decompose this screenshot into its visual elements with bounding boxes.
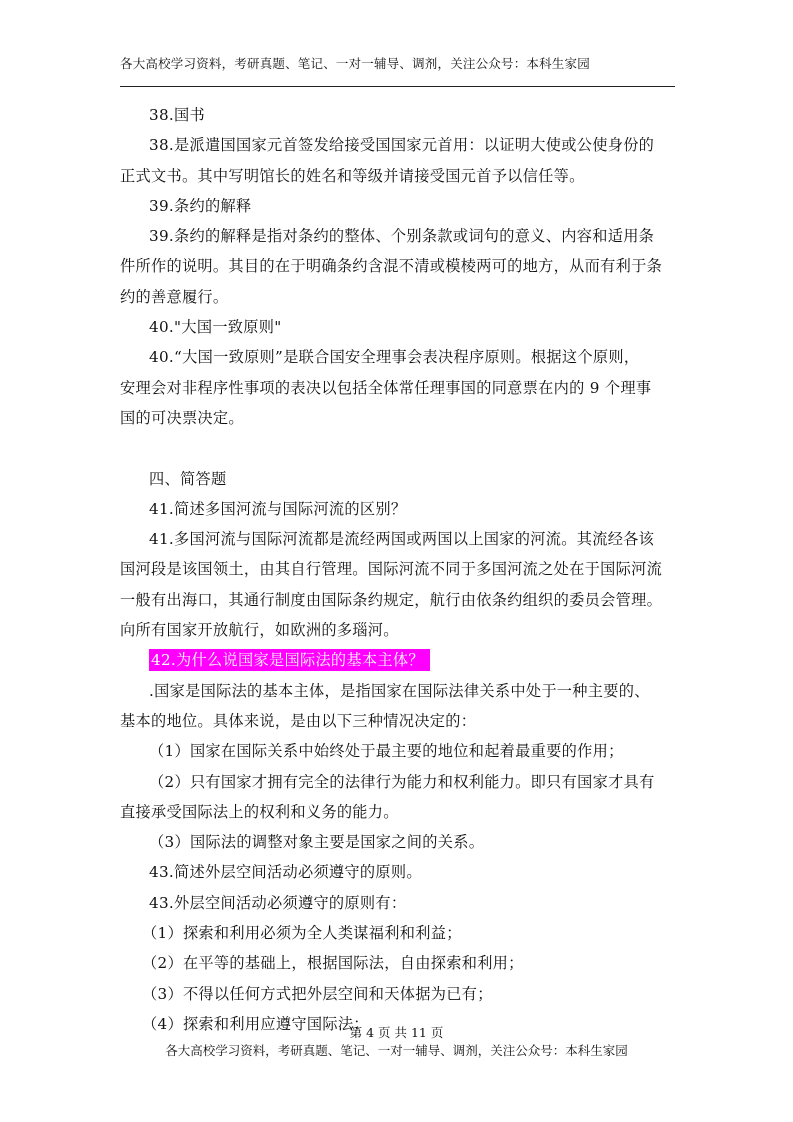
question-41: 41.简述多国河流与国际河流的区别？ bbox=[149, 499, 407, 518]
answer-42-line1: .国家是国际法的基本主体，是指国家在国际法律关系中处于一种主要的、 bbox=[149, 681, 650, 700]
question-42-highlighted: 42.为什么说国家是国际法的基本主体？ bbox=[149, 649, 430, 671]
question-43: 43.简述外层空间活动必须遵守的原则。 bbox=[149, 863, 422, 882]
answer-42-point1: （1）国家在国际关系中始终处于最主要的地位和起着最重要的作用； bbox=[149, 742, 624, 761]
document-body bbox=[120, 100, 675, 1039]
answer-43-point4: （4）探索和利用应遵守国际法； bbox=[142, 1014, 369, 1033]
page-footer: 各大高校学习资料，考研真题、笔记、一对一辅导、调剂，关注公众号：本科生家园 bbox=[165, 1043, 628, 1058]
term-40-title: 40."大国一致原则" bbox=[149, 318, 282, 337]
section-heading: 四、简答题 bbox=[149, 469, 227, 488]
term-38-def-line2: 正式文书。其中写明馆长的姓名和等级并请接受国元首予以信任等。 bbox=[120, 166, 585, 185]
header-divider bbox=[120, 86, 675, 87]
answer-42-line2: 基本的地位。具体来说，是由以下三种情况决定的： bbox=[120, 711, 477, 730]
answer-43-intro: 43.外层空间活动必须遵守的原则有： bbox=[149, 893, 407, 912]
blank-line bbox=[120, 433, 675, 463]
page-number: 第 4 页 共 11 页 bbox=[349, 1025, 444, 1040]
term-40-def-line1: 40.“大国一致原则”是联合国安全理事会表决程序原则。根据这个原则， bbox=[149, 348, 640, 367]
term-39-def-line2: 件所作的说明。其目的在于明确条约含混不清或模棱两可的地方，从而有利于条 bbox=[120, 257, 663, 276]
term-38-title: 38.国书 bbox=[149, 106, 206, 124]
answer-41-line1: 41.多国河流与国际河流都是流经两国或两国以上国家的河流。其流经各该 bbox=[149, 530, 655, 549]
term-40-def-line2: 安理会对非程序性事项的表决以包括全体常任理事国的同意票在内的 9 个理事 bbox=[120, 378, 652, 397]
question-42-line bbox=[120, 645, 675, 675]
answer-41-line4: 向所有国家开放航行，如欧洲的多瑙河。 bbox=[120, 621, 399, 640]
answer-42-point2-line2: 直接承受国际法上的权利和义务的能力。 bbox=[120, 802, 399, 821]
answer-42-point2-line1: （2）只有国家才拥有完全的法律行为能力和权利能力。即只有国家才具有 bbox=[149, 772, 655, 791]
answer-43-point3: （3）不得以任何方式把外层空间和天体据为已有； bbox=[142, 984, 493, 1003]
answer-41-line2: 国河段是该国领土，由其自行管理。国际河流不同于多国河流之处在于国际河流 bbox=[120, 560, 663, 579]
term-39-def-line3: 约的善意履行。 bbox=[120, 287, 229, 306]
term-39-title: 39.条约的解释 bbox=[149, 196, 252, 215]
term-40-def-line3: 国的可决票决定。 bbox=[120, 408, 244, 427]
answer-41-line3: 一般有出海口，其通行制度由国际条约规定，航行由依条约组织的委员会管理。 bbox=[120, 590, 663, 609]
answer-42-point3: （3）国际法的调整对象主要是国家之间的关系。 bbox=[149, 833, 485, 852]
answer-43-point2: （2）在平等的基础上，根据国际法，自由探索和利用； bbox=[142, 954, 524, 973]
term-38-def-line1: 38.是派遣国国家元首签发给接受国国家元首用：以证明大使或公使身份的 bbox=[149, 136, 655, 155]
answer-43-point1: （1）探索和利用必须为全人类谋福利和利益； bbox=[142, 924, 462, 943]
term-39-def-line1: 39.条约的解释是指对条约的整体、个别条款或词句的意义、内容和适用条 bbox=[149, 227, 655, 246]
page-header: 各大高校学习资料，考研真题、笔记、一对一辅导、调剂，关注公众号：本科生家园 bbox=[120, 56, 590, 71]
